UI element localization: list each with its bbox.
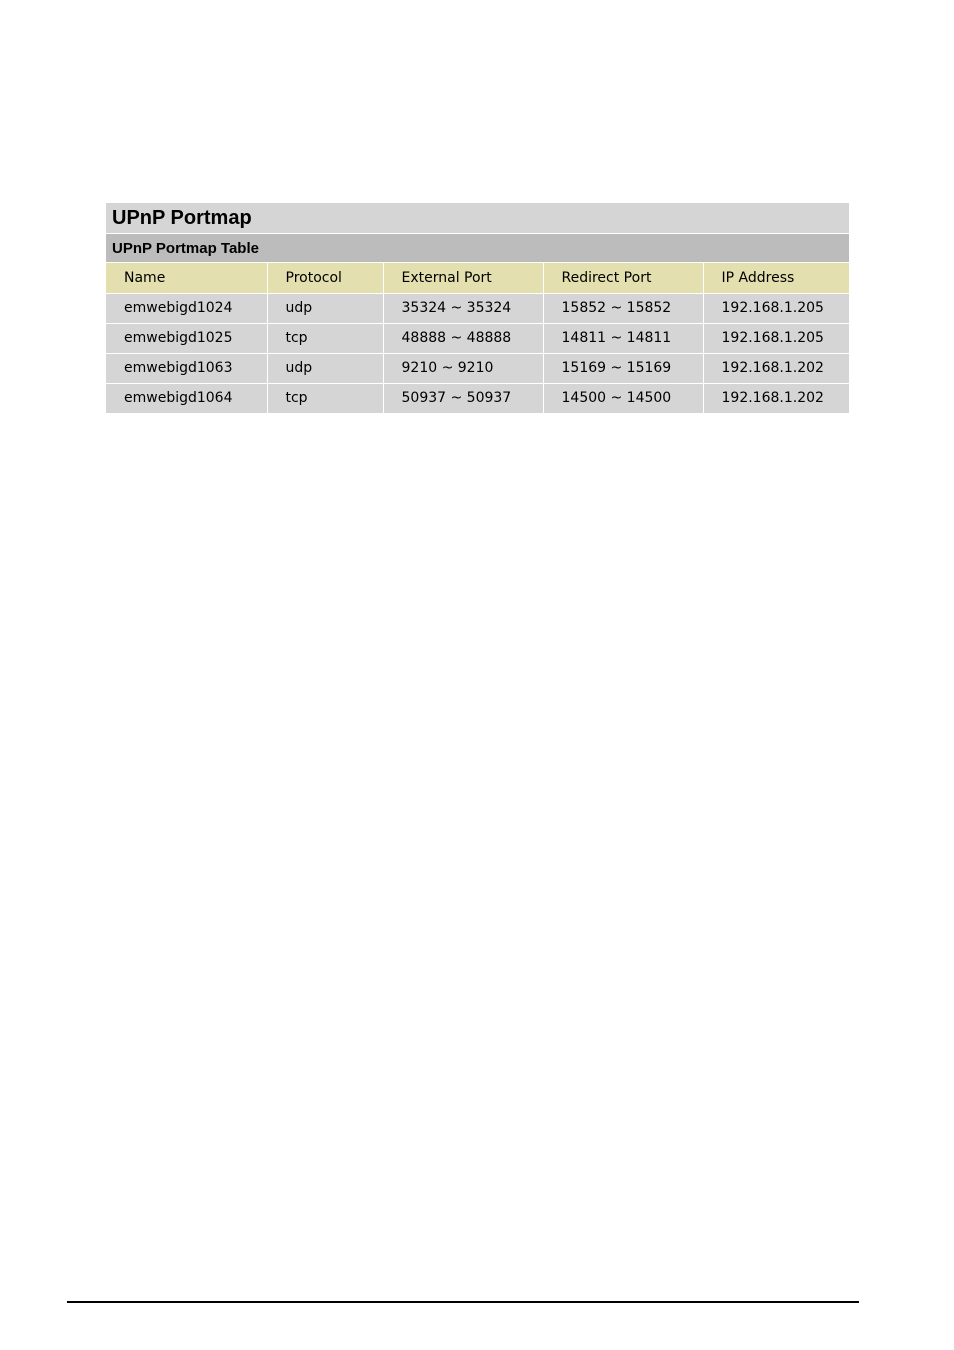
cell-protocol: udp — [267, 293, 383, 323]
column-header-external-port: External Port — [383, 263, 543, 293]
cell-redirect-port: 15169 ~ 15169 — [543, 353, 703, 383]
cell-redirect-port: 14500 ~ 14500 — [543, 383, 703, 413]
cell-ip-address: 192.168.1.202 — [703, 353, 849, 383]
column-header-protocol: Protocol — [267, 263, 383, 293]
footer-divider — [67, 1301, 859, 1303]
cell-external-port: 48888 ~ 48888 — [383, 323, 543, 353]
upnp-portmap-panel — [106, 203, 849, 413]
cell-redirect-port: 15852 ~ 15852 — [543, 293, 703, 323]
table-title: UPnP Portmap Table — [106, 234, 849, 263]
cell-ip-address: 192.168.1.202 — [703, 383, 849, 413]
table-row — [106, 353, 849, 383]
table-row — [106, 383, 849, 413]
cell-protocol: tcp — [267, 323, 383, 353]
cell-name: emwebigd1025 — [106, 323, 267, 353]
cell-ip-address: 192.168.1.205 — [703, 323, 849, 353]
cell-ip-address: 192.168.1.205 — [703, 293, 849, 323]
cell-protocol: tcp — [267, 383, 383, 413]
cell-protocol: udp — [267, 353, 383, 383]
cell-external-port: 50937 ~ 50937 — [383, 383, 543, 413]
cell-name: emwebigd1063 — [106, 353, 267, 383]
cell-external-port: 9210 ~ 9210 — [383, 353, 543, 383]
page-title: UPnP Portmap — [106, 203, 849, 234]
table-row — [106, 323, 849, 353]
cell-external-port: 35324 ~ 35324 — [383, 293, 543, 323]
cell-name: emwebigd1024 — [106, 293, 267, 323]
cell-name: emwebigd1064 — [106, 383, 267, 413]
column-header-ip-address: IP Address — [703, 263, 849, 293]
cell-redirect-port: 14811 ~ 14811 — [543, 323, 703, 353]
portmap-table — [106, 263, 849, 413]
table-header-row — [106, 263, 849, 293]
table-row — [106, 293, 849, 323]
column-header-redirect-port: Redirect Port — [543, 263, 703, 293]
column-header-name: Name — [106, 263, 267, 293]
